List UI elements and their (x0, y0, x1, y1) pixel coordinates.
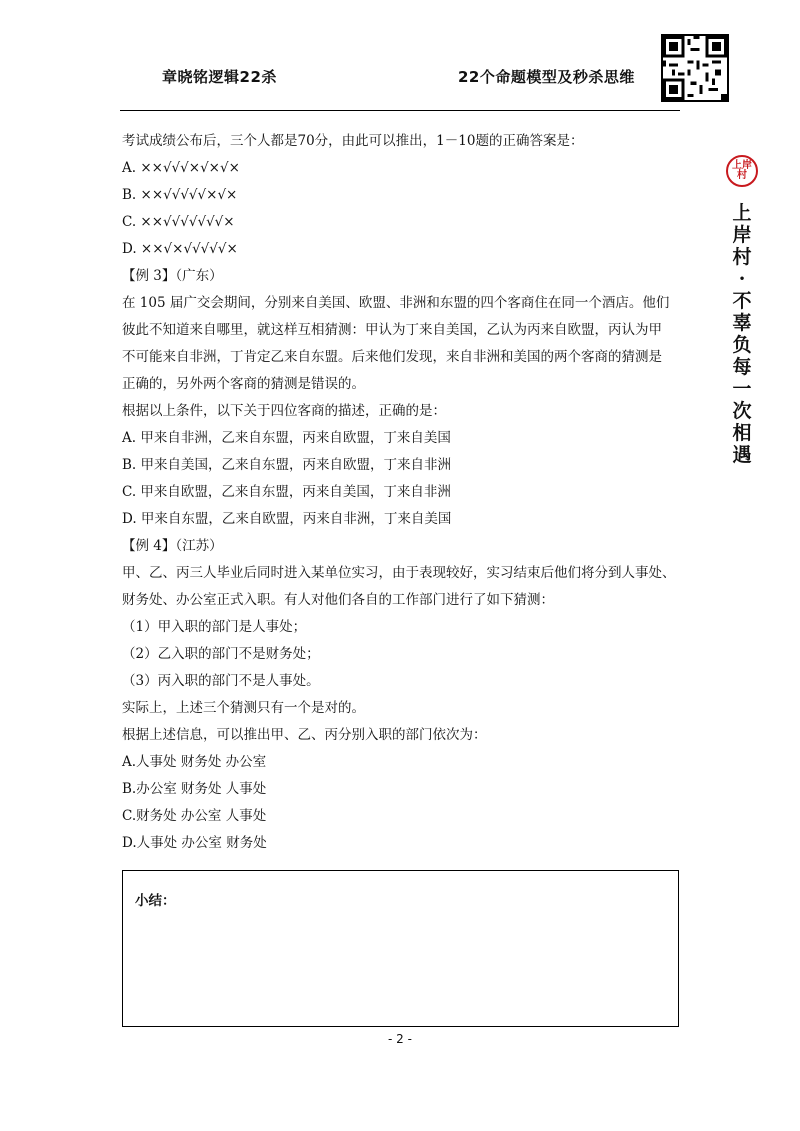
example-4-text-line: 甲、乙、丙三人毕业后同时进入某单位实习，由于表现较好，实习结束后他们将分到人事处、 (122, 565, 676, 581)
answer-option-c: C. ××√√√√√√√× (122, 214, 235, 230)
example-4-title: 【例 4】（江苏） (122, 538, 223, 554)
answer-option-d: D. ××√×√√√√√× (122, 241, 238, 257)
summary-box (122, 870, 679, 1027)
example-4-option-a: A.人事处 财务处 办公室 (122, 754, 267, 770)
example-4-option-d: D.人事处 办公室 财务处 (122, 835, 267, 851)
header-divider (120, 110, 680, 111)
example-3-text-line: 不可能来自非洲，丁肯定乙来自东盟。后来他们发现，来自非洲和美国的两个客商的猜测是 (122, 349, 662, 365)
example-4-option-c: C.财务处 办公室 人事处 (122, 808, 267, 824)
answer-option-b: B. ××√√√√√×√× (122, 187, 238, 203)
sidebar-slogan: 上岸村·不辜负每一次相遇 (732, 202, 752, 466)
summary-label: 小结： (135, 893, 176, 909)
example-4-fact: 实际上，上述三个猜测只有一个是对的。 (122, 700, 365, 716)
example-4-guess-1: （1）甲入职的部门是人事处； (122, 619, 307, 635)
example-3-text-line: 在 105 届广交会期间，分别来自美国、欧盟、非洲和东盟的四个客商住在同一个酒店。他们 (122, 295, 670, 311)
answer-option-a: A. ××√√√×√×√× (122, 160, 240, 176)
example-4-question: 根据上述信息，可以推出甲、乙、丙分别入职的部门依次为： (122, 727, 487, 743)
brand-logo: 上岸村 (726, 155, 758, 187)
example-3-title: 【例 3】（广东） (122, 268, 223, 284)
example-3-text-line: 正确的，另外两个客商的猜测是错误的。 (122, 376, 365, 392)
example-4-guess-2: （2）乙入职的部门不是财务处； (122, 646, 320, 662)
example-4-guess-3: （3）丙入职的部门不是人事处。 (122, 673, 320, 689)
example-4-text-line: 财务处、办公室正式入职。有人对他们各自的工作部门进行了如下猜测： (122, 592, 554, 608)
page-number: - 2 - (388, 1032, 412, 1046)
example-3-text-line: 彼此不知道来自哪里，就这样互相猜测：甲认为丁来自美国，乙认为丙来自欧盟，丙认为甲 (122, 322, 662, 338)
example-3-option-c: C. 甲来自欧盟，乙来自东盟，丙来自美国，丁来自非洲 (122, 484, 451, 500)
example-3-option-a: A. 甲来自非洲，乙来自东盟，丙来自欧盟，丁来自美国 (122, 430, 451, 446)
question-intro: 考试成绩公布后，三个人都是70分，由此可以推出，1－10题的正确答案是： (122, 133, 584, 149)
header-title-left: 章晓铭逻辑22杀 (162, 68, 277, 86)
qr-code-icon (661, 34, 729, 102)
example-3-question: 根据以上条件，以下关于四位客商的描述，正确的是： (122, 403, 446, 419)
header-title-right: 22个命题模型及秒杀思维 (458, 68, 635, 86)
document-body (122, 128, 682, 857)
example-3-option-b: B. 甲来自美国，乙来自东盟，丙来自欧盟，丁来自非洲 (122, 457, 452, 473)
example-3-option-d: D. 甲来自东盟，乙来自欧盟，丙来自非洲，丁来自美国 (122, 511, 452, 527)
example-4-option-b: B.办公室 财务处 人事处 (122, 781, 267, 797)
